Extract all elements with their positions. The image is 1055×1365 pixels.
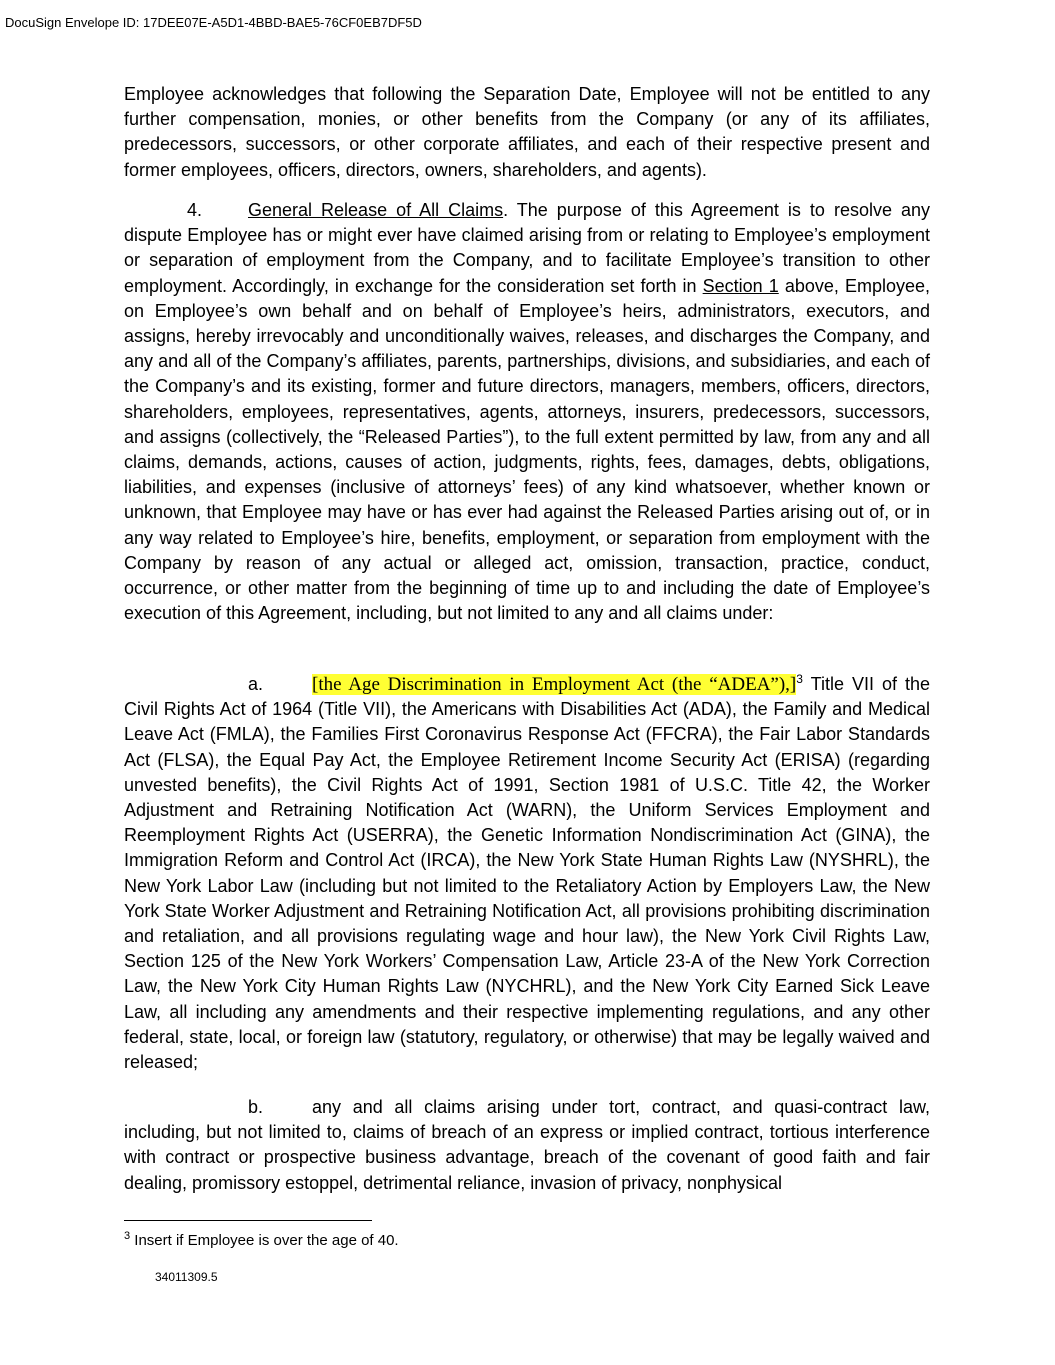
- item-b-tort-contract: [124, 1095, 930, 1196]
- section-number: 4.: [187, 200, 203, 220]
- adea-highlight: [the Age Discrimination in Employment Act (the “ADEA”),]: [312, 674, 797, 695]
- item-a-statutes: [124, 672, 930, 1075]
- section-text-after-ref: above, Employee, on Employee’s own behalf and on behalf of Employee’s heirs, administrators, executors, and assigns, hereby irrevocably and unconditionally waives, releases, and discharges the Company, and any and all of the Company’s affiliates, parents, partnerships, divisions, and subsidiaries, and each of the Company’s and its existing, former and future directors, managers, members, officers, directors, shareholders, employees, representatives, agents, attorneys, insurers, predecessors, successors, and assigns (collectively, the “Released Parties”), to the full extent permitted by law, from any and all claims, demands, actions, causes of action, judgments, rights, fees, damages, debts, obligations, liabilities, and expenses (inclusive of attorneys’ fees) of any kind whatsoever, whether known or unknown, that Employee may have or has ever had against the Released Parties arising out of, or in any way related to Employee’s hire, benefits, employment, or separation from employment with the Company by reason of any actual or alleged act, omission, transaction, practice, conduct, occurrence, or other matter from the beginning of time up to and including the date of Employee’s execution of this Agreement, including, but not limited to any and all claims under:: [124, 275, 930, 624]
- section-text-before-ref: . The purpose of this Agreement is to resolve any dispute Employee has or might ever have claimed arising from or relating to Employee’s employment or separation of employment from the Company, and to facilitate Employee’s transition to other employment. Accordingly, in exchange for the consideration set forth in: [124, 200, 930, 296]
- footnote-text: Insert if Employee is over the age of 40.: [130, 1232, 399, 1249]
- footnote-ref: 3: [796, 672, 803, 686]
- item-b-text: any and all claims arising under tort, contract, and quasi-contract law, including, but not limited to, claims of breach of an express or implied contract, tortious interference with contract or prospective business advantage, breach of the covenant of good faith and fair dealing, promissory estoppel, detrimental reliance, invasion of privacy, nonphysical: [124, 1097, 930, 1193]
- item-b-letter: b.: [248, 1097, 264, 1117]
- section-title: General Release of All Claims: [248, 200, 504, 220]
- section-4-general-release: [124, 198, 930, 626]
- document-number: 34011309.5: [155, 1270, 218, 1284]
- section-1-reference: Section 1: [702, 275, 779, 296]
- footnote: [124, 1232, 399, 1249]
- paragraph-separation-benefits: Employee acknowledges that following the Separation Date, Employee will not be entitled to any further compensation, monies, or other benefits from the Company (or any of its affiliates, predecessors, successors, or other corporate affiliates, and each of their respective present and former employees, officers, directors, owners, shareholders, and agents).: [124, 84, 930, 180]
- docusign-envelope-id: DocuSign Envelope ID: 17DEE07E-A5D1-4BBD-BAE5-76CF0EB7DF5D: [5, 15, 422, 30]
- footnote-divider: [124, 1220, 372, 1221]
- footnote-number: 3: [124, 1230, 131, 1242]
- item-a-letter: a.: [248, 674, 264, 694]
- item-a-text: Title VII of the Civil Rights Act of 1964 (Title VII), the Americans with Disabilities Act (ADA), the Family and Medical Leave Act (FMLA), the Families First Coronavirus Response Act (FFCRA), the Fair Labor Standards Act (FLSA), the Equal Pay Act, the Employee Retirement Income Security Act (ERISA) (regarding unvested benefits), the Civil Rights Act of 1991, Section 1981 of U.S.C. Title 42, the Worker Adjustment and Retraining Notification Act (WARN), the Uniform Services Employment and Reemployment Rights Act (USERRA), the Genetic Information Nondiscrimination Act (GINA), the Immigration Reform and Control Act (IRCA), the New York State Human Rights Law (NYSHRL), the New York Labor Law (including but not limited to the Retaliatory Action by Employers Law, the New York State Worker Adjustment and Retraining Notification Act, all provisions prohibiting discrimination and retaliation, and all provisions regulating wage and hour law), the New York Civil Rights Law, Section 125 of the New York Workers’ Compensation Law, Article 23-A of the New York Correction Law, the New York City Human Rights Law (NYCHRL), and the New York City Earned Sick Leave Law, all including any amendments and their respective implementing regulations, and any other federal, state, local, or foreign law (statutory, regulatory, or otherwise) that may be legally waived and released;: [124, 674, 930, 1073]
